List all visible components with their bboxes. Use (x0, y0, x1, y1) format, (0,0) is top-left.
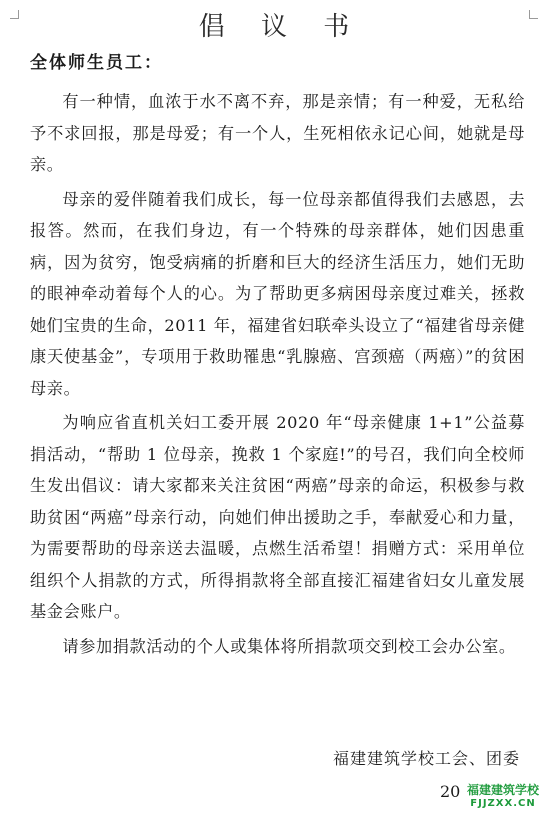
date-partial: 20 (440, 782, 461, 801)
paragraph-4: 请参加捐款活动的个人或集体将所捐款项交到校工会办公室。 (62, 636, 516, 656)
document-body (30, 86, 525, 665)
paragraph-2: 母亲的爱伴随着我们成长，每一位母亲都值得我们去感恩，去报答。然而，在我们身边，有一个特殊的母亲群体，她们因患重病，因为贫穷，饱受病痛的折磨和巨大的经济生活压力，她们无助的眼神牵动着每个人的心。为了帮助更多病困母亲度过难关，拯救她们宝贵的生命，2011 年，福建省妇联牵头设立了“福建省母亲健康天使基金”，专项用于救助罹患“乳腺癌、宫颈癌（两癌）”的贫困母亲。 (30, 189, 525, 398)
salutation: 全体师生员工： (30, 53, 163, 73)
paragraph-1: 有一种情，血浓于水不离不弃，那是亲情；有一种爱，无私给予不求回报，那是母爱；有一个人，生死相依永记心间，她就是母亲。 (30, 92, 525, 174)
watermark-name: 福建建筑学校 (466, 783, 539, 797)
signature: 福建建筑学校工会、团委 (332, 749, 520, 768)
watermark-url: FJJZXX.CN (470, 798, 536, 809)
document-title: 倡 议 书 (198, 12, 364, 42)
paragraph-3: 为响应省直机关妇工委开展 2020 年“母亲健康 1+1”公益募捐活动，“帮助 1 位母亲，挽救 1 个家庭!”的号召，我们向全校师生发出倡议：请大家都来关注贫困“两癌”母亲的命运，积极参与救助贫困“两癌”母亲行动，向她们伸出援助之手，奉献爱心和力量，为需要帮助的母亲送去温暖，点燃生活希望！捐赠方式：采用单位组织个人捐款的方式，所得捐款将全部直接汇福建省妇女儿童发展基金会账户。 (30, 413, 525, 621)
watermark-logo (460, 784, 546, 810)
